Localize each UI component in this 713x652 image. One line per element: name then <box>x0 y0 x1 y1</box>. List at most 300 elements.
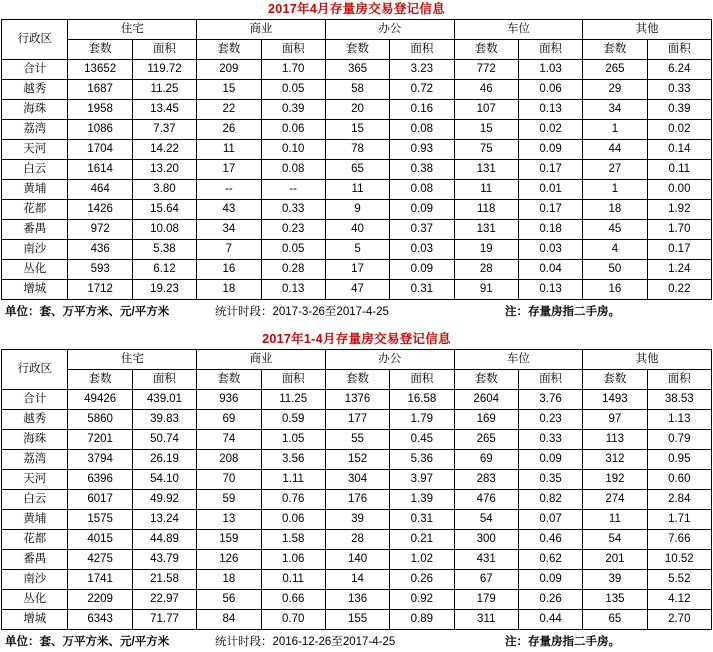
cell-value: 13 <box>197 510 261 530</box>
header-region: 行政区 <box>2 20 68 60</box>
header-sub-area-parking: 面积 <box>518 40 582 60</box>
cell-value: 126 <box>197 550 261 570</box>
cell-region: 白云 <box>2 490 68 510</box>
cell-value: 0.79 <box>647 430 711 450</box>
footer-unit-note: 单位：套、万平方米、元/平方米 <box>5 306 170 318</box>
cell-value: 2.70 <box>647 610 711 630</box>
cell-value: 0.21 <box>390 530 454 550</box>
cell-value: 10.08 <box>132 220 196 240</box>
table-row <box>2 590 712 610</box>
header-sub-area-residential: 面积 <box>132 370 196 390</box>
cell-value: 78 <box>325 140 389 160</box>
cell-value: 0.31 <box>390 280 454 300</box>
cell-value: 0.82 <box>518 490 582 510</box>
cell-value: 0.17 <box>518 200 582 220</box>
header-sub-units-residential: 套数 <box>68 40 132 60</box>
cell-value: 45 <box>583 220 647 240</box>
cell-value: 65 <box>583 610 647 630</box>
cell-value: 74 <box>197 430 261 450</box>
cell-value: 1741 <box>68 570 132 590</box>
cell-value: 0.17 <box>647 240 711 260</box>
cell-value: 13652 <box>68 60 132 80</box>
cell-value: 304 <box>325 470 389 490</box>
cell-value: 0.06 <box>518 80 582 100</box>
cell-value: 300 <box>454 530 518 550</box>
cell-region: 合计 <box>2 390 68 410</box>
cell-region: 南沙 <box>2 240 68 260</box>
cell-value: 0.23 <box>261 220 325 240</box>
cell-value: 5.38 <box>132 240 196 260</box>
report-block-cumulative <box>0 330 713 652</box>
cell-region: 天河 <box>2 470 68 490</box>
cell-value: 56 <box>197 590 261 610</box>
cell-value: 11.25 <box>261 390 325 410</box>
cell-region: 合计 <box>2 60 68 80</box>
cell-value: 13.45 <box>132 100 196 120</box>
cell-value: 113 <box>583 430 647 450</box>
cell-value: 464 <box>68 180 132 200</box>
cell-value: 70 <box>197 470 261 490</box>
cell-value: 0.02 <box>518 120 582 140</box>
cell-value: 11 <box>583 510 647 530</box>
cell-value: 0.06 <box>261 120 325 140</box>
cell-value: 0.37 <box>390 220 454 240</box>
cell-value: 0.39 <box>261 100 325 120</box>
table-header-row-categories <box>2 20 712 40</box>
table-header-row-subcolumns <box>2 370 712 390</box>
header-sub-area-parking: 面积 <box>518 370 582 390</box>
cell-value: 50 <box>583 260 647 280</box>
cell-value: 152 <box>325 450 389 470</box>
cell-value: 6396 <box>68 470 132 490</box>
table-row <box>2 490 712 510</box>
cell-value: 5 <box>325 240 389 260</box>
cell-value: 201 <box>583 550 647 570</box>
cell-value: 1.58 <box>261 530 325 550</box>
cell-value: 22 <box>197 100 261 120</box>
table-row <box>2 100 712 120</box>
cell-region: 丛化 <box>2 260 68 280</box>
header-category-office: 办公 <box>325 350 454 370</box>
cell-value: 0.00 <box>647 180 711 200</box>
cell-value: 169 <box>454 410 518 430</box>
cell-region: 番禺 <box>2 550 68 570</box>
cell-value: 55 <box>325 430 389 450</box>
cell-value: 3794 <box>68 450 132 470</box>
cell-value: 43 <box>197 200 261 220</box>
cell-value: 0.16 <box>390 100 454 120</box>
table-row <box>2 160 712 180</box>
cell-value: 18 <box>197 570 261 590</box>
cell-value: -- <box>261 180 325 200</box>
cell-value: 0.13 <box>518 100 582 120</box>
cell-value: 0.76 <box>261 490 325 510</box>
cell-value: 58 <box>325 80 389 100</box>
cell-value: 274 <box>583 490 647 510</box>
table-row <box>2 260 712 280</box>
cell-value: 3.97 <box>390 470 454 490</box>
cell-value: 0.05 <box>261 240 325 260</box>
cell-value: 208 <box>197 450 261 470</box>
cell-value: 0.26 <box>518 590 582 610</box>
cell-value: 265 <box>583 60 647 80</box>
cell-value: 1493 <box>583 390 647 410</box>
cell-region: 荔湾 <box>2 120 68 140</box>
cell-value: 14.22 <box>132 140 196 160</box>
cell-value: 1575 <box>68 510 132 530</box>
cell-value: 0.18 <box>518 220 582 240</box>
cell-value: 3.56 <box>261 450 325 470</box>
cell-value: 69 <box>454 450 518 470</box>
cell-value: 936 <box>197 390 261 410</box>
cell-value: 97 <box>583 410 647 430</box>
table-row <box>2 470 712 490</box>
cell-value: 155 <box>325 610 389 630</box>
cell-value: -- <box>197 180 261 200</box>
cell-region: 天河 <box>2 140 68 160</box>
header-sub-area-office: 面积 <box>390 370 454 390</box>
cell-value: 22.97 <box>132 590 196 610</box>
cell-value: 136 <box>325 590 389 610</box>
cell-value: 0.89 <box>390 610 454 630</box>
cell-value: 38.53 <box>647 390 711 410</box>
cell-value: 6017 <box>68 490 132 510</box>
cell-value: 131 <box>454 160 518 180</box>
cell-region: 南沙 <box>2 570 68 590</box>
cell-value: 0.92 <box>390 590 454 610</box>
cell-value: 1704 <box>68 140 132 160</box>
cell-value: 476 <box>454 490 518 510</box>
cell-value: 21.58 <box>132 570 196 590</box>
cell-region: 荔湾 <box>2 450 68 470</box>
cell-value: 13.24 <box>132 510 196 530</box>
cell-value: 0.46 <box>518 530 582 550</box>
cell-value: 107 <box>454 100 518 120</box>
cell-value: 0.09 <box>518 450 582 470</box>
cell-value: 0.13 <box>261 280 325 300</box>
cell-value: 131 <box>454 220 518 240</box>
cell-region: 花都 <box>2 200 68 220</box>
cell-region: 越秀 <box>2 410 68 430</box>
cell-value: 11.25 <box>132 80 196 100</box>
table-row <box>2 280 712 300</box>
table-row <box>2 430 712 450</box>
header-category-other: 其他 <box>583 20 712 40</box>
cell-value: 0.23 <box>518 410 582 430</box>
cell-value: 0.45 <box>390 430 454 450</box>
cell-value: 6343 <box>68 610 132 630</box>
header-category-residential: 住宅 <box>68 20 197 40</box>
cell-value: 436 <box>68 240 132 260</box>
cell-value: 0.09 <box>518 140 582 160</box>
cell-value: 54 <box>454 510 518 530</box>
cell-value: 4 <box>583 240 647 260</box>
cell-value: 39.83 <box>132 410 196 430</box>
cell-region: 黄埔 <box>2 180 68 200</box>
header-sub-units-parking: 套数 <box>454 40 518 60</box>
header-sub-units-office: 套数 <box>325 370 389 390</box>
cell-value: 44 <box>583 140 647 160</box>
cell-value: 16 <box>197 260 261 280</box>
cell-value: 1086 <box>68 120 132 140</box>
cell-value: 0.70 <box>261 610 325 630</box>
cell-value: 0.09 <box>518 570 582 590</box>
table-row <box>2 410 712 430</box>
cell-value: 15 <box>454 120 518 140</box>
cell-value: 7201 <box>68 430 132 450</box>
cell-value: 0.44 <box>518 610 582 630</box>
cell-value: 75 <box>454 140 518 160</box>
cell-value: 17 <box>197 160 261 180</box>
cell-value: 84 <box>197 610 261 630</box>
cell-value: 439.01 <box>132 390 196 410</box>
cell-value: 1.05 <box>261 430 325 450</box>
cell-value: 26 <box>197 120 261 140</box>
table-row <box>2 390 712 410</box>
report-block-monthly <box>0 0 713 322</box>
cell-value: 19.23 <box>132 280 196 300</box>
cell-value: 9 <box>325 200 389 220</box>
cell-value: 0.05 <box>261 80 325 100</box>
table-row <box>2 240 712 260</box>
footer-remark: 注：存量房指二手房。 <box>505 636 620 648</box>
cell-value: 0.04 <box>518 260 582 280</box>
table-row <box>2 80 712 100</box>
header-sub-area-office: 面积 <box>390 40 454 60</box>
cell-value: 5860 <box>68 410 132 430</box>
cell-value: 54 <box>583 530 647 550</box>
table-row <box>2 220 712 240</box>
header-category-other: 其他 <box>583 350 712 370</box>
cell-value: 1.06 <box>261 550 325 570</box>
cell-value: 11 <box>197 140 261 160</box>
cell-value: 0.02 <box>647 120 711 140</box>
table-footer-monthly <box>1 300 712 322</box>
header-region: 行政区 <box>2 350 68 390</box>
cell-value: 40 <box>325 220 389 240</box>
cell-value: 0.72 <box>390 80 454 100</box>
cell-value: 0.03 <box>518 240 582 260</box>
cell-value: 0.95 <box>647 450 711 470</box>
cell-value: 54.10 <box>132 470 196 490</box>
cell-value: 1712 <box>68 280 132 300</box>
cell-value: 431 <box>454 550 518 570</box>
cell-value: 10.52 <box>647 550 711 570</box>
header-category-parking: 车位 <box>454 20 583 40</box>
cell-value: 7 <box>197 240 261 260</box>
cell-region: 增城 <box>2 610 68 630</box>
footer-period: 统计时段：2016-12-26至2017-4-25 <box>215 636 396 648</box>
cell-value: 91 <box>454 280 518 300</box>
cell-region: 番禺 <box>2 220 68 240</box>
cell-value: 0.14 <box>647 140 711 160</box>
cell-value: 3.80 <box>132 180 196 200</box>
cell-value: 0.33 <box>647 80 711 100</box>
cell-value: 14 <box>325 570 389 590</box>
footer-unit-note: 单位：套、万平方米、元/平方米 <box>5 636 170 648</box>
cell-value: 47 <box>325 280 389 300</box>
table-footer-cumulative <box>1 630 712 652</box>
cell-value: 4275 <box>68 550 132 570</box>
cell-value: 312 <box>583 450 647 470</box>
cell-value: 49426 <box>68 390 132 410</box>
table-row <box>2 550 712 570</box>
cell-value: 18 <box>197 280 261 300</box>
cell-value: 1.13 <box>647 410 711 430</box>
cell-value: 26.19 <box>132 450 196 470</box>
table-row <box>2 60 712 80</box>
cell-value: 192 <box>583 470 647 490</box>
header-category-residential: 住宅 <box>68 350 197 370</box>
report-title-cumulative: 2017年1-4月存量房交易登记信息 <box>262 332 451 346</box>
header-sub-units-parking: 套数 <box>454 370 518 390</box>
cell-value: 0.28 <box>261 260 325 280</box>
cell-region: 海珠 <box>2 430 68 450</box>
cell-value: 2.84 <box>647 490 711 510</box>
cell-value: 1 <box>583 120 647 140</box>
data-table-cumulative <box>1 349 712 630</box>
cell-value: 772 <box>454 60 518 80</box>
header-sub-units-other: 套数 <box>583 370 647 390</box>
header-category-parking: 车位 <box>454 350 583 370</box>
cell-value: 1376 <box>325 390 389 410</box>
cell-value: 46 <box>454 80 518 100</box>
header-sub-units-office: 套数 <box>325 40 389 60</box>
cell-value: 265 <box>454 430 518 450</box>
cell-value: 0.93 <box>390 140 454 160</box>
cell-value: 1.70 <box>647 220 711 240</box>
cell-value: 119.72 <box>132 60 196 80</box>
cell-region: 花都 <box>2 530 68 550</box>
report-title: 2017年4月存量房交易登记信息 <box>267 2 446 16</box>
cell-value: 1.79 <box>390 410 454 430</box>
cell-value: 65 <box>325 160 389 180</box>
header-sub-units-residential: 套数 <box>68 370 132 390</box>
cell-value: 0.03 <box>390 240 454 260</box>
cell-value: 1.24 <box>647 260 711 280</box>
table-row <box>2 510 712 530</box>
cell-value: 159 <box>197 530 261 550</box>
cell-value: 15 <box>325 120 389 140</box>
cell-value: 11 <box>325 180 389 200</box>
cell-value: 135 <box>583 590 647 610</box>
cell-value: 28 <box>454 260 518 280</box>
cell-value: 1.39 <box>390 490 454 510</box>
cell-value: 1426 <box>68 200 132 220</box>
cell-value: 59 <box>197 490 261 510</box>
cell-value: 34 <box>197 220 261 240</box>
cell-value: 118 <box>454 200 518 220</box>
cell-region: 丛化 <box>2 590 68 610</box>
cell-value: 0.33 <box>261 200 325 220</box>
cell-value: 16.58 <box>390 390 454 410</box>
cell-value: 0.08 <box>261 160 325 180</box>
cell-value: 0.62 <box>518 550 582 570</box>
table-header-row-subcolumns <box>2 40 712 60</box>
cell-value: 176 <box>325 490 389 510</box>
cell-value: 16 <box>583 280 647 300</box>
cell-value: 49.92 <box>132 490 196 510</box>
cell-value: 0.31 <box>390 510 454 530</box>
cell-value: 593 <box>68 260 132 280</box>
cell-value: 0.13 <box>518 280 582 300</box>
cell-value: 0.07 <box>518 510 582 530</box>
header-sub-units-commercial: 套数 <box>197 40 261 60</box>
cell-value: 17 <box>325 260 389 280</box>
header-category-office: 办公 <box>325 20 454 40</box>
table-body-cumulative <box>2 390 712 630</box>
cell-value: 27 <box>583 160 647 180</box>
cell-value: 311 <box>454 610 518 630</box>
cell-value: 1614 <box>68 160 132 180</box>
header-sub-area-commercial: 面积 <box>261 40 325 60</box>
table-row <box>2 200 712 220</box>
table-body-monthly <box>2 60 712 300</box>
cell-value: 3.76 <box>518 390 582 410</box>
footer-remark: 注：存量房指二手房。 <box>505 306 620 318</box>
cell-region: 黄埔 <box>2 510 68 530</box>
cell-value: 6.12 <box>132 260 196 280</box>
cell-value: 39 <box>583 570 647 590</box>
cell-value: 1.11 <box>261 470 325 490</box>
header-sub-area-other: 面积 <box>647 370 711 390</box>
table-row <box>2 610 712 630</box>
footer-period: 统计时段：2017-3-26至2017-4-25 <box>215 306 389 318</box>
cell-value: 69 <box>197 410 261 430</box>
cell-value: 6.24 <box>647 60 711 80</box>
cell-value: 28 <box>325 530 389 550</box>
cell-region: 增城 <box>2 280 68 300</box>
cell-value: 0.59 <box>261 410 325 430</box>
cell-value: 0.22 <box>647 280 711 300</box>
table-row <box>2 180 712 200</box>
cell-value: 140 <box>325 550 389 570</box>
cell-value: 1.92 <box>647 200 711 220</box>
cell-value: 0.09 <box>390 260 454 280</box>
header-sub-units-commercial: 套数 <box>197 370 261 390</box>
header-sub-units-other: 套数 <box>583 40 647 60</box>
cell-value: 44.89 <box>132 530 196 550</box>
cell-value: 67 <box>454 570 518 590</box>
table-row <box>2 140 712 160</box>
cell-value: 0.01 <box>518 180 582 200</box>
cell-region: 海珠 <box>2 100 68 120</box>
table-row <box>2 570 712 590</box>
cell-value: 18 <box>583 200 647 220</box>
cell-value: 0.38 <box>390 160 454 180</box>
cell-value: 0.10 <box>261 140 325 160</box>
table-row <box>2 530 712 550</box>
cell-value: 1 <box>583 180 647 200</box>
cell-value: 0.33 <box>518 430 582 450</box>
header-sub-area-residential: 面积 <box>132 40 196 60</box>
cell-value: 4015 <box>68 530 132 550</box>
cell-value: 209 <box>197 60 261 80</box>
cell-region: 白云 <box>2 160 68 180</box>
cell-value: 29 <box>583 80 647 100</box>
table-row <box>2 120 712 140</box>
cell-value: 7.37 <box>132 120 196 140</box>
cell-value: 0.17 <box>518 160 582 180</box>
cell-value: 0.66 <box>261 590 325 610</box>
cell-value: 0.11 <box>261 570 325 590</box>
cell-value: 5.36 <box>390 450 454 470</box>
table-row <box>2 450 712 470</box>
cell-value: 365 <box>325 60 389 80</box>
cell-value: 0.09 <box>390 200 454 220</box>
cell-value: 50.74 <box>132 430 196 450</box>
cell-region: 越秀 <box>2 80 68 100</box>
